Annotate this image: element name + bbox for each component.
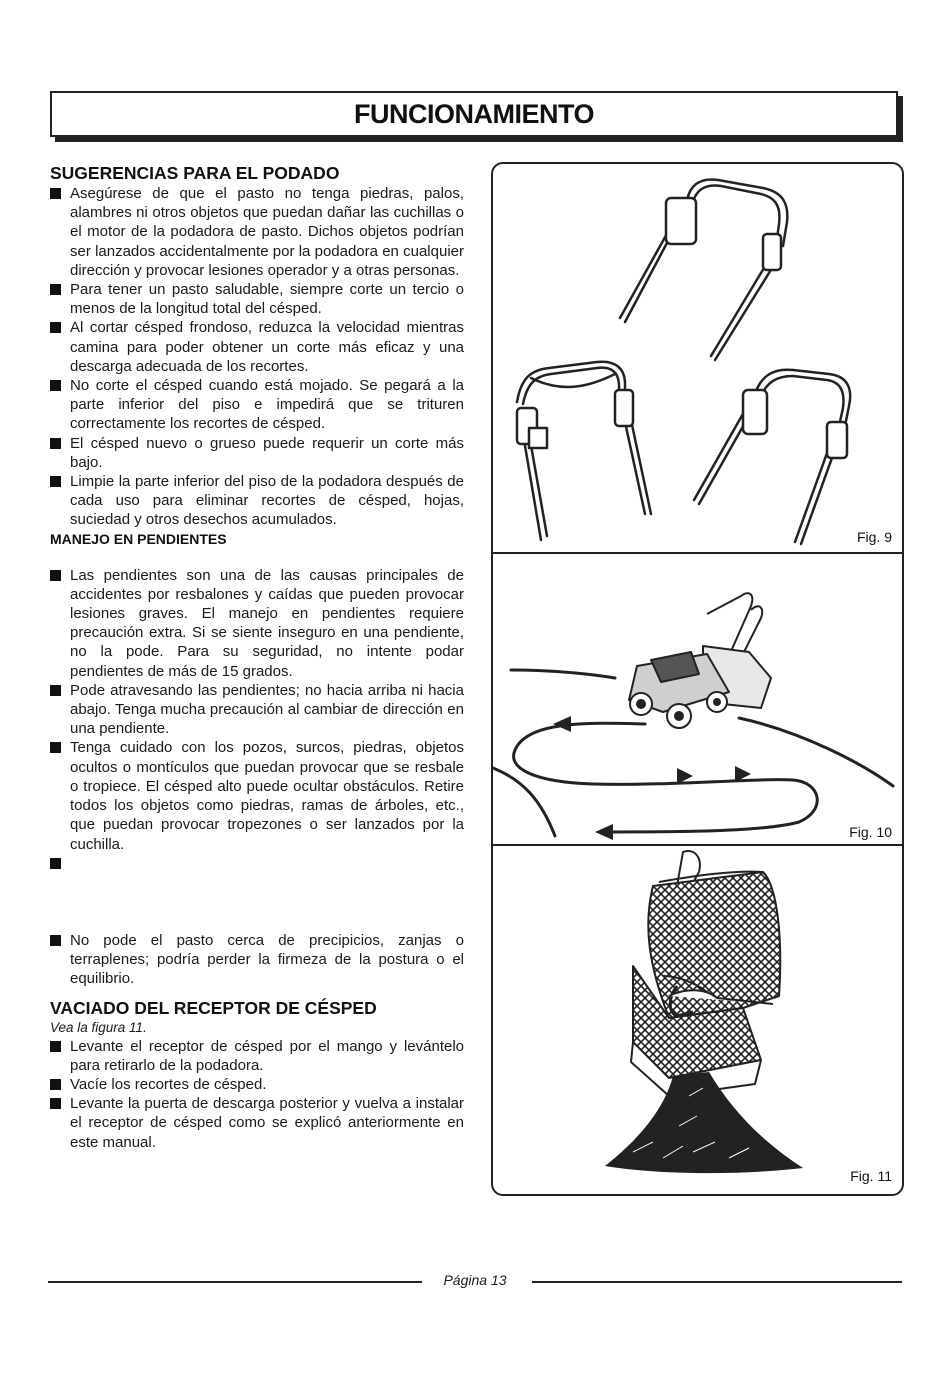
page-number: Página 13 <box>443 1272 507 1288</box>
list-item-empty <box>50 854 474 873</box>
bullet-square-icon <box>50 322 61 333</box>
bullet-square-icon <box>50 188 61 199</box>
bullet-square-icon <box>50 476 61 487</box>
page-footer <box>0 1271 950 1291</box>
figure-label: Fig. 10 <box>849 824 892 840</box>
empty-bag-list <box>50 1037 474 1152</box>
bullet-square-icon <box>50 858 61 869</box>
list-item: Vacíe los recortes de césped. <box>50 1075 474 1094</box>
list-item: Limpie la parte inferior del piso de la podadora después de cada uso para eliminar recortes de césped, hojas, suciedad y otros desechos acumulados. <box>50 472 474 530</box>
bullet-square-icon <box>50 570 61 581</box>
figure-label: Fig. 11 <box>850 1168 892 1184</box>
list-item: No pode el pasto cerca de precipicios, zanjas o terraplenes; podría perder la firmeza de la postura o el equilibrio. <box>50 931 474 989</box>
bullet-square-icon <box>50 935 61 946</box>
empty-grass-bag-illustration <box>493 846 902 1196</box>
list-item: Tenga cuidado con los pozos, surcos, piedras, objetos ocultos o montículos que puedan provocar que se resbale o tropiece. El césped alto puede ocultar obstáculos. Retire todos los objetos como piedras, ramas de árboles, etc., que puedan provocar tropezones o ser lanzados por la cuchilla. <box>50 738 474 853</box>
bullet-square-icon <box>50 380 61 391</box>
section-heading-mowing-tips: SUGERENCIAS PARA EL PODADO <box>50 163 340 183</box>
list-item: Asegúrese de que el pasto no tenga piedras, palos, alambres ni otros objetos que puedan dañar las cuchillas o el motor de la podadora de pasto. Dichos objetos podrían ser lanzados accidentalmente por la podadora en cualquier dirección y provocar lesiones operador y a otras personas. <box>50 184 474 280</box>
slopes-list <box>50 566 474 873</box>
list-item: Al cortar césped frondoso, reduzca la velocidad mientras camina para poder obtener un corte más eficaz y una descarga adecuada de los recortes. <box>50 318 474 376</box>
list-item: El césped nuevo o grueso puede requerir un corte más bajo. <box>50 434 474 472</box>
text-column <box>50 162 474 1152</box>
page-title-box <box>50 91 898 137</box>
page-title: FUNCIONAMIENTO <box>354 98 594 129</box>
bullet-square-icon <box>50 1079 61 1090</box>
bullet-square-icon <box>50 1041 61 1052</box>
figures-panel <box>491 162 904 1196</box>
list-item: Las pendientes son una de las causas principales de accidentes por resbalones y caídas que pueden provocar lesiones graves. El manejo en pendientes requiere precaución extra. Si se siente inseguro en una pendiente, no la pode. Para su seguridad, no intente podar pendientes de más de 15 grados. <box>50 566 474 681</box>
slope-mowing-illustration <box>493 554 902 846</box>
list-item: Levante el receptor de césped por el mango y levántelo para retirarlo de la podadora. <box>50 1037 474 1075</box>
figure-label: Fig. 9 <box>856 529 892 545</box>
mowing-tips-list <box>50 184 474 530</box>
section-heading-slopes: MANEJO EN PENDIENTES <box>50 530 227 547</box>
bullet-square-icon <box>50 438 61 449</box>
slopes-list-cont <box>50 931 474 989</box>
bullet-square-icon <box>50 685 61 696</box>
figure-reference-note: Vea la figura 11. <box>50 1019 147 1035</box>
list-item: Para tener un pasto saludable, siempre corte un tercio o menos de la longitud total del césped. <box>50 280 474 318</box>
section-heading-empty-bag: VACIADO DEL RECEPTOR DE CÉSPED <box>50 997 377 1018</box>
list-item: No corte el césped cuando está mojado. Se pegará a la parte inferior del piso e impedirá que se trituren correctamente los recortes de césped. <box>50 376 474 434</box>
handle-folding-illustration <box>493 164 902 554</box>
footer-rule-left <box>48 1281 422 1283</box>
bullet-square-icon <box>50 742 61 753</box>
list-item: Pode atravesando las pendientes; no hacia arriba ni hacia abajo. Tenga mucha precaución al cambiar de dirección en una pendiente. <box>50 681 474 739</box>
list-item: Levante la puerta de descarga posterior y vuelva a instalar el receptor de césped como se explicó anteriormente en este manual. <box>50 1094 474 1152</box>
bullet-square-icon <box>50 284 61 295</box>
bullet-square-icon <box>50 1098 61 1109</box>
footer-rule-right <box>532 1281 902 1283</box>
